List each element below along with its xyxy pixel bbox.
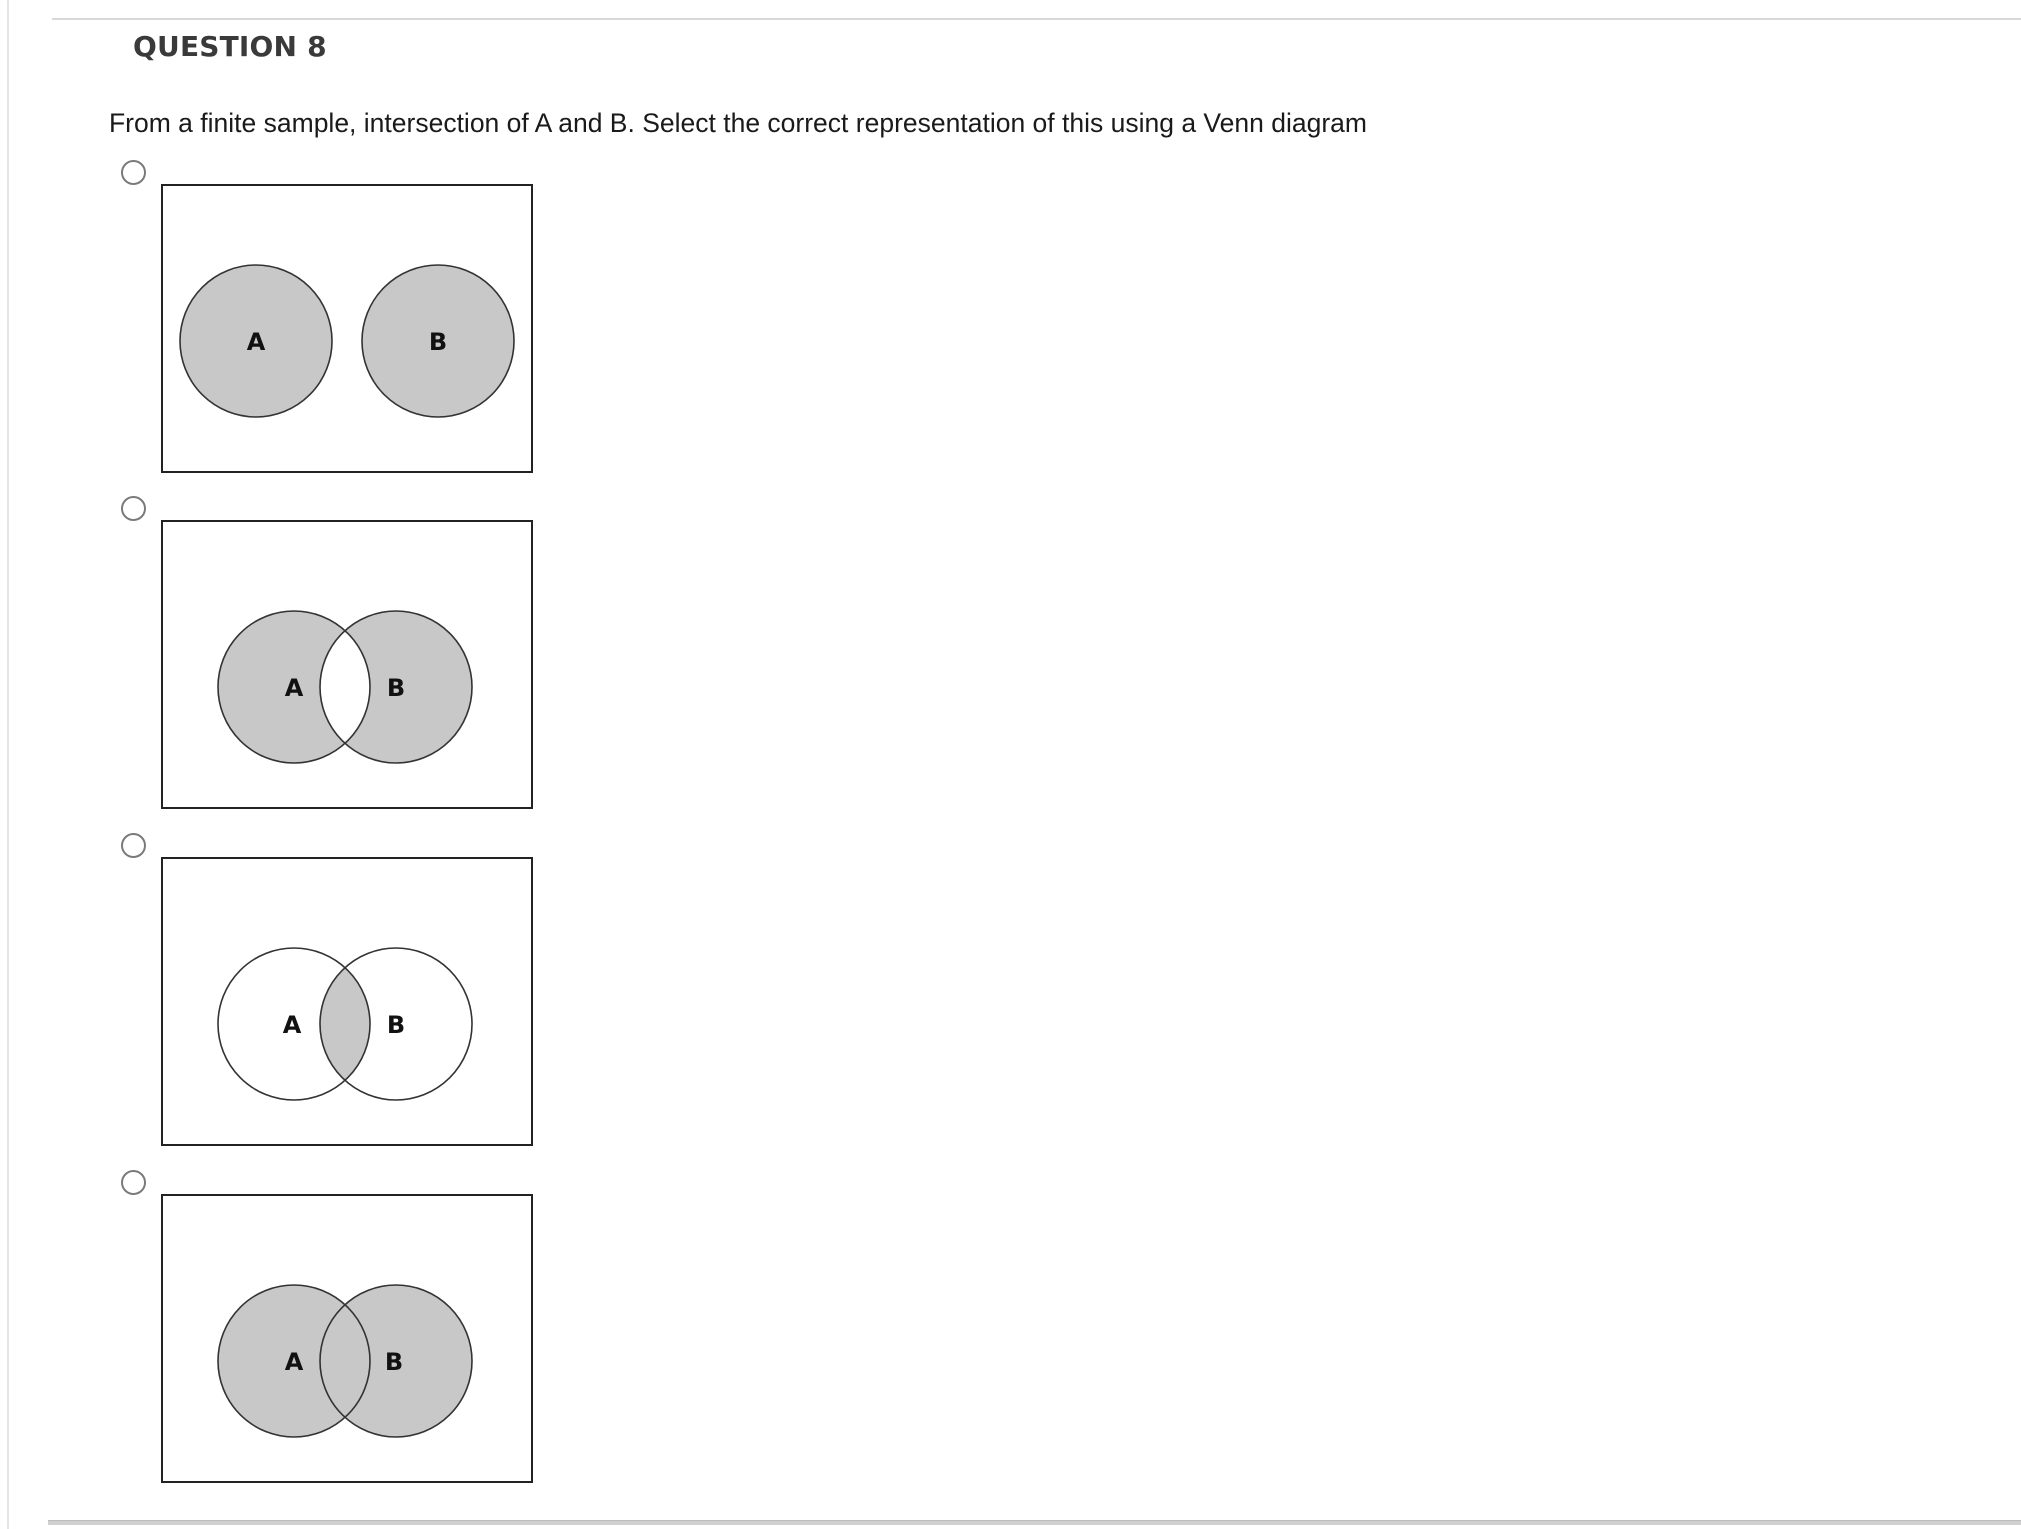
venn-svg-option-3: [163, 859, 531, 1144]
venn-diagram-option-4: [161, 1194, 533, 1483]
label-a: A: [246, 328, 266, 356]
label-a: A: [284, 674, 304, 702]
answer-option-4[interactable]: [118, 1170, 538, 1475]
label-b: B: [384, 1348, 404, 1376]
radio-button-option-2[interactable]: [121, 496, 146, 521]
venn-diagram-option-1: [161, 184, 533, 473]
radio-button-option-4[interactable]: [121, 1170, 146, 1195]
question-title: QUESTION 8: [133, 30, 327, 63]
radio-button-option-3[interactable]: [121, 833, 146, 858]
radio-button-option-1[interactable]: [121, 160, 146, 185]
label-b: B: [386, 1011, 406, 1039]
answer-option-2[interactable]: [118, 496, 538, 801]
venn-diagram-option-2: [161, 520, 533, 809]
label-a: A: [282, 1011, 302, 1039]
answer-option-3[interactable]: [118, 833, 538, 1138]
venn-svg-option-1: [163, 186, 531, 471]
venn-svg-option-2: [163, 522, 531, 807]
answer-option-1[interactable]: [118, 160, 538, 465]
label-b: B: [386, 674, 406, 702]
top-divider: [52, 18, 2021, 20]
venn-diagram-option-3: [161, 857, 533, 1146]
venn-svg-option-4: [163, 1196, 531, 1481]
label-a: A: [284, 1348, 304, 1376]
label-b: B: [428, 328, 448, 356]
question-text: From a finite sample, intersection of A and B. Select the correct representation of this using a Venn diagram: [109, 108, 1367, 138]
left-border: [7, 0, 9, 1529]
bottom-divider: [48, 1520, 2021, 1525]
